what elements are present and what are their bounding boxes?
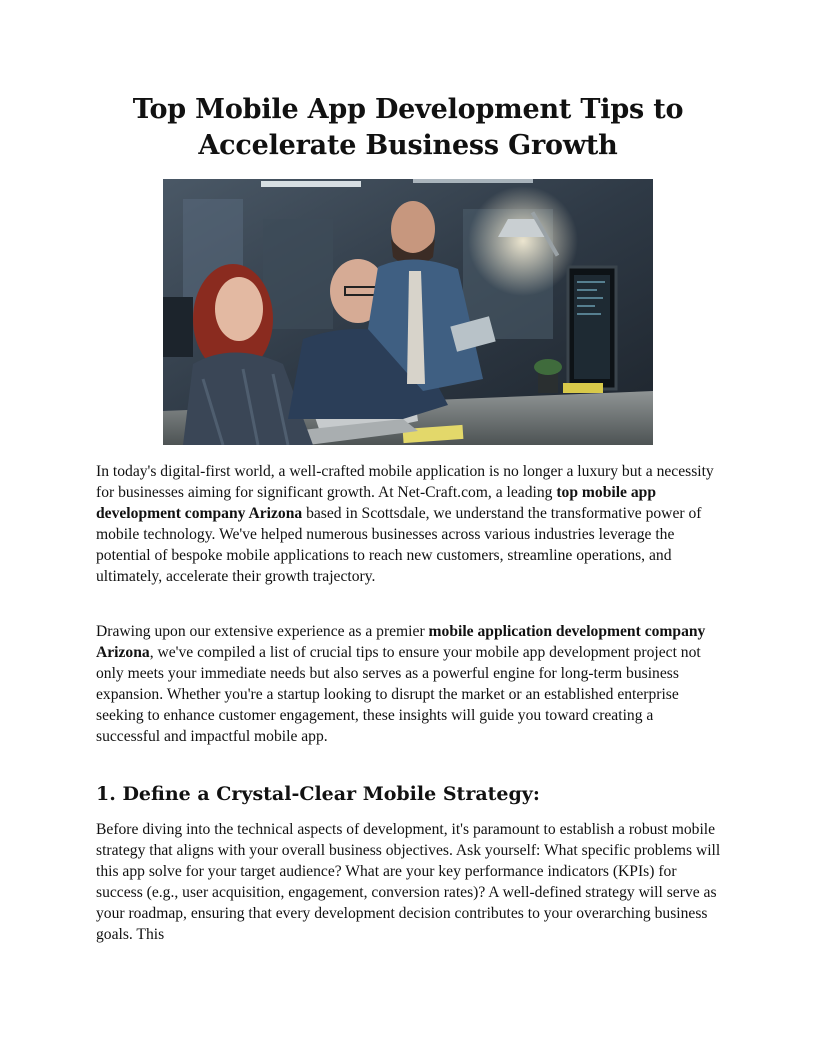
second-paragraph	[96, 622, 721, 747]
second-text-start: Drawing upon our extensive experience as a premier	[96, 623, 429, 640]
section-heading-1: 1. Define a Crystal-Clear Mobile Strategy:	[96, 783, 540, 805]
intro-text-start: In today's digital-first world, a well-crafted mobile application is no longer a luxury but a necessity for businesses aiming for significant growth. At Net-Craft.com, a leading	[96, 463, 714, 501]
intro-keyword-bold: top mobile app development company Arizona	[96, 483, 656, 522]
hero-image	[163, 179, 653, 445]
second-keyword-bold: mobile application development company Arizona	[96, 623, 706, 661]
page-title: Top Mobile App Development Tips to Accelerate Business Growth	[132, 94, 684, 161]
section-1-paragraph: Before diving into the technical aspects of development, it's paramount to establish a robust mobile strategy that aligns with your overall business objectives. Ask yourself: What specific problems will this app solve for your target audience? What are your key performance indicators (KPIs) for success (e.g., user acquisition, engagement, conversion rates)? A well-defined strategy will serve as your roadmap, ensuring that every development decision contributes to your overarching business goals. This	[96, 821, 721, 943]
intro-paragraph	[96, 462, 721, 587]
second-text-end: , we've compiled a list of crucial tips to ensure your mobile app development project not only meets your immediate needs but also serves as a powerful engine for long-term business expansion. Whether you're a startup looking to disrupt the market or an established enterprise seeking to enhance customer engagement, these insights will guide you toward creating a successful and impactful mobile app.	[96, 643, 701, 745]
intro-text-end: based in Scottsdale, we understand the transformative power of mobile technology. We've helped numerous businesses across various industries leverage the potential of bespoke mobile applications to reach new customers, streamline operations, and ultimately, accelerate their growth trajectory.	[96, 504, 702, 585]
